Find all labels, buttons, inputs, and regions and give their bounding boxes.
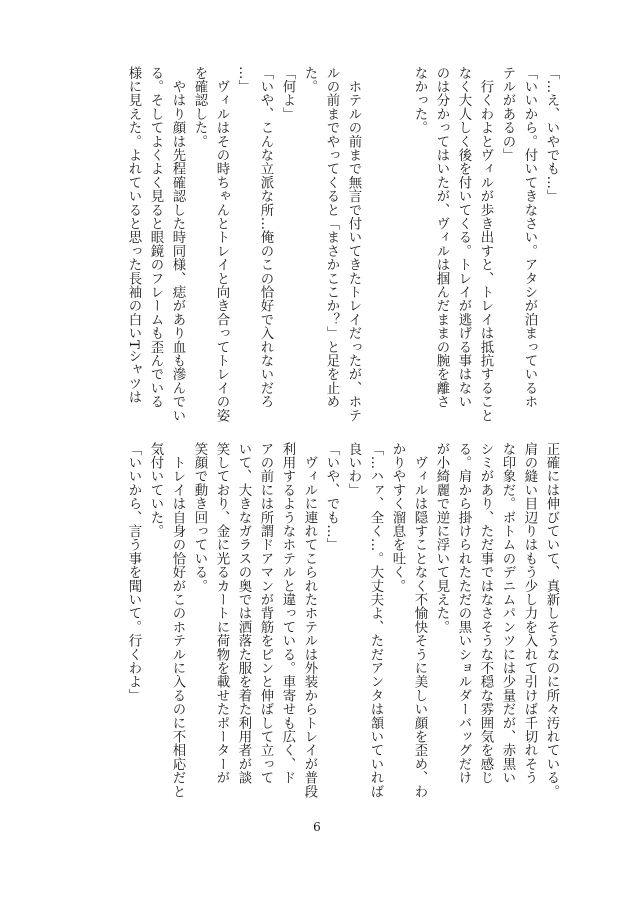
- text-column: 利用するようなホテルと違っている。車寄せも広く、ド: [280, 442, 295, 785]
- upper-text-block: [62, 66, 562, 423]
- text-column: た。: [302, 66, 317, 94]
- text-column: 「…ハァ、全く…。大丈夫よ、ただアンタは頷いていれば: [368, 442, 383, 799]
- text-column: [386, 66, 408, 406]
- text-column: 気付いていた。: [148, 442, 163, 538]
- page-number: 6: [313, 820, 321, 834]
- text-column: 笑顔で動き回っている。: [192, 442, 207, 593]
- text-column: ホテルの前まで無言で付いてきたトレイだったが、ホテ: [346, 66, 361, 423]
- text-column: 笑しており、金に光るカートに荷物を載せたポーターが: [214, 442, 229, 785]
- text-column: なかった。: [412, 66, 427, 135]
- text-column: シミがあり、ただ事ではなさそうな不穏な雰囲気を感じ: [478, 442, 493, 785]
- text-column: 行くわよとヴィルが歩き出すと、トレイは抵抗すること: [478, 66, 493, 423]
- text-column: な印象だ。ボトムのデニムパンツには少量だが、赤黒い: [500, 442, 515, 785]
- text-column: アの前には所謂ドアマンが背筋をピンと伸ばして立って: [258, 442, 273, 785]
- text-column: る。肩から掛けられたただの黒いショルダーバッグだけ: [456, 442, 471, 785]
- lower-text-block: [62, 442, 562, 799]
- text-column: 「いや、こんな立派な所…俺のこの恰好で入れないだろ: [258, 66, 273, 409]
- text-column: テルがあるの」: [500, 66, 515, 162]
- text-column: 良いわ」: [346, 442, 361, 497]
- text-column: を確認した。: [192, 66, 207, 149]
- text-column: ヴィルは隠すことなく不愉快そうに美しい顔を歪め、わ: [412, 442, 427, 799]
- text-column: ヴィルに連れてこられたホテルは外装からトレイが普段: [302, 442, 317, 799]
- text-column: いて、大きなガラスの奥では洒落た服を着た利用者が談: [236, 442, 251, 785]
- text-column: 「いや、でも…」: [324, 442, 339, 552]
- text-column: ルの前までやってくると「まさかここか？」と足を止め: [324, 66, 339, 409]
- text-column: る。そしてよくよく見ると眼鏡のフレームも歪んでいる: [148, 66, 163, 409]
- text-column: 肩の縫い目辺りはもう少し力を入れて引けば千切れそう: [522, 442, 537, 785]
- text-column: 「…え、いやでも…」: [544, 66, 559, 203]
- text-column: [364, 66, 386, 406]
- text-column: 「何よ」: [280, 66, 295, 121]
- text-column: のは分かってはいたが、ヴィルは掴んだままの腕を離さ: [434, 66, 449, 409]
- text-column: やはり顔は先程確認した時同様、痣があり血も滲んでい: [170, 66, 185, 423]
- text-column: 正確には伸びていて、真新しそうなのに所々汚れている。: [544, 442, 559, 799]
- text-column: …」: [236, 66, 251, 94]
- text-column: ヴィルはその時ちゃんとトレイと向き合ってトレイの姿: [214, 66, 229, 423]
- text-column: 「いいから、言う事を聞いて。行くわよ」: [126, 442, 141, 703]
- text-column: トレイは自身の恰好がこのホテルに入るのに不相応だと: [170, 442, 185, 799]
- text-column: かりやすく溜息を吐く。: [390, 442, 405, 593]
- text-column: なく大人しく後を付いてくる。トレイが逃げる事はない: [456, 66, 471, 409]
- text-column: 「いいから。付いてきなさい。アタシが泊まっているホ: [522, 66, 537, 409]
- text-column: 様に見えた。よれていると思った長袖の白いTシャツは: [126, 66, 141, 405]
- text-column: が小綺麗で逆に浮いて見えた。: [434, 442, 449, 634]
